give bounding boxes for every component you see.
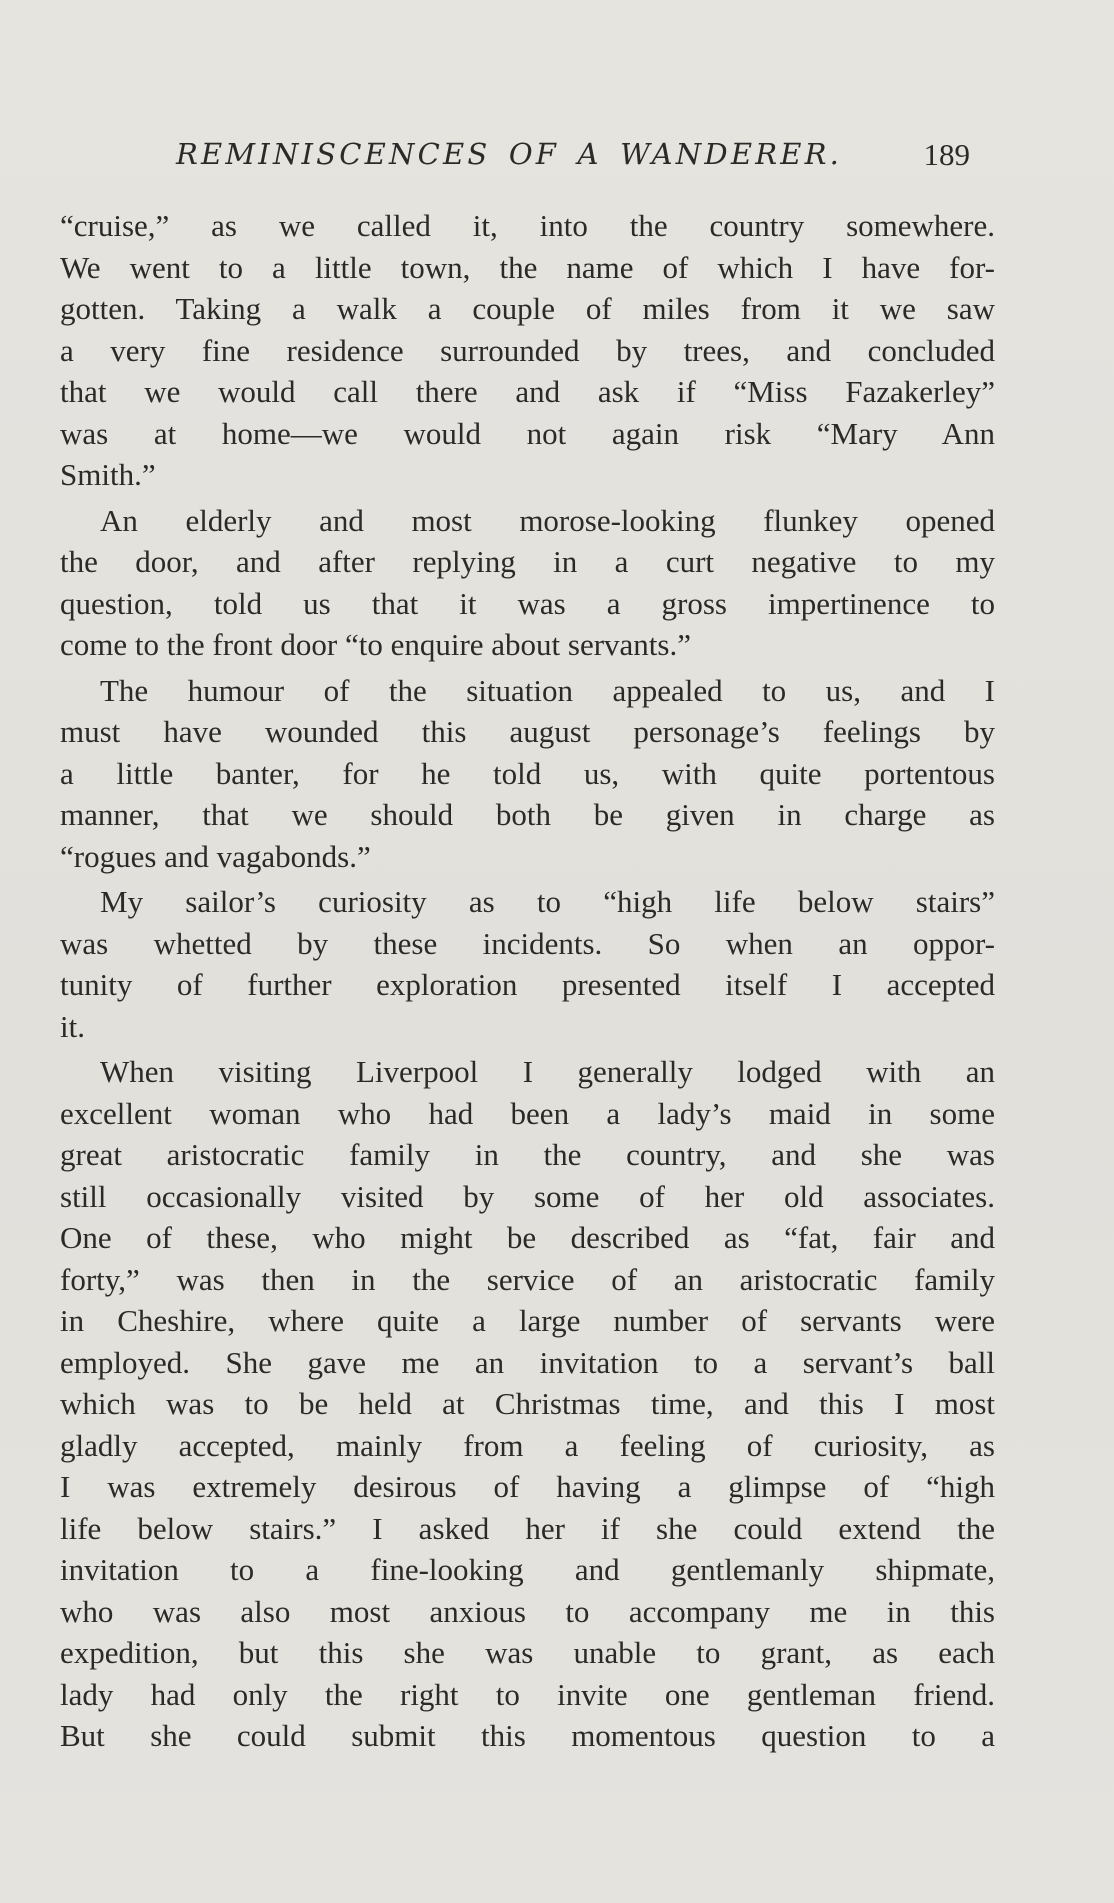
text-line: “cruise,” as we called it, into the country somewhere. bbox=[60, 208, 995, 243]
text-line: was at home—we would not again risk “Mary Ann bbox=[60, 415, 995, 451]
text-line: it. bbox=[60, 1008, 85, 1044]
text-line: must have wounded this august personage’s feelings by bbox=[60, 714, 995, 749]
text-line: My sailor’s curiosity as to “high life below stairs” bbox=[100, 884, 995, 919]
running-head bbox=[176, 137, 970, 177]
text-line: a little banter, for he told us, with quite portentous bbox=[60, 755, 995, 791]
paragraph bbox=[60, 670, 995, 878]
text-line: employed. She gave me an invitation to a servant’s ball bbox=[60, 1344, 995, 1380]
text-line: question, told us that it was a gross impertinence to bbox=[60, 585, 995, 621]
paragraph bbox=[60, 881, 995, 1047]
body-text bbox=[60, 205, 995, 1757]
paragraph bbox=[60, 500, 995, 666]
text-line: still occasionally visited by some of her old associates. bbox=[60, 1178, 995, 1214]
page-number: 189 bbox=[923, 137, 970, 172]
text-line: the door, and after replying in a curt negative to my bbox=[60, 544, 995, 579]
text-line: lady had only the right to invite one gentleman friend. bbox=[60, 1676, 995, 1712]
text-line: come to the front door “to enquire about servants.” bbox=[60, 627, 691, 662]
paragraph bbox=[60, 1051, 995, 1757]
text-line: in Cheshire, where quite a large number of servants were bbox=[60, 1303, 995, 1338]
text-line: Smith.” bbox=[60, 457, 156, 492]
text-line: But she could submit this momentous question to a bbox=[60, 1718, 995, 1753]
text-line: tunity of further exploration presented itself I accepted bbox=[60, 967, 995, 1002]
text-line: that we would call there and ask if “Miss Fazakerley” bbox=[60, 374, 995, 409]
text-line: manner, that we should both be given in charge as bbox=[60, 797, 995, 832]
text-line: invitation to a fine-looking and gentlemanly shipmate, bbox=[60, 1552, 995, 1587]
running-title: REMINISCENCES OF A WANDERER. bbox=[176, 137, 843, 171]
text-line: gotten. Taking a walk a couple of miles from it we saw bbox=[60, 291, 995, 326]
text-line: “rogues and vagabonds.” bbox=[60, 838, 371, 874]
text-line: forty,” was then in the service of an aristocratic family bbox=[60, 1261, 995, 1297]
text-line: expedition, but this she was unable to grant, as each bbox=[60, 1635, 995, 1670]
text-line: life below stairs.” I asked her if she could extend the bbox=[60, 1510, 995, 1546]
text-line: I was extremely desirous of having a glimpse of “high bbox=[60, 1469, 995, 1504]
paragraph bbox=[60, 205, 995, 496]
text-line: was whetted by these incidents. So when an oppor- bbox=[60, 925, 995, 961]
text-line: We went to a little town, the name of which I have for- bbox=[60, 249, 995, 285]
text-line: An elderly and most morose-looking flunkey opened bbox=[100, 502, 995, 538]
text-line: excellent woman who had been a lady’s maid in some bbox=[60, 1095, 995, 1131]
text-line: One of these, who might be described as “fat, fair and bbox=[60, 1220, 995, 1255]
text-line: a very fine residence surrounded by trees, and concluded bbox=[60, 332, 995, 368]
text-line: which was to be held at Christmas time, and this I most bbox=[60, 1386, 995, 1421]
text-line: When visiting Liverpool I generally lodged with an bbox=[100, 1054, 995, 1089]
text-line: great aristocratic family in the country, and she was bbox=[60, 1137, 995, 1172]
text-line: gladly accepted, mainly from a feeling of curiosity, as bbox=[60, 1427, 995, 1463]
text-line: who was also most anxious to accompany me in this bbox=[60, 1593, 995, 1629]
text-line: The humour of the situation appealed to us, and I bbox=[100, 672, 995, 708]
